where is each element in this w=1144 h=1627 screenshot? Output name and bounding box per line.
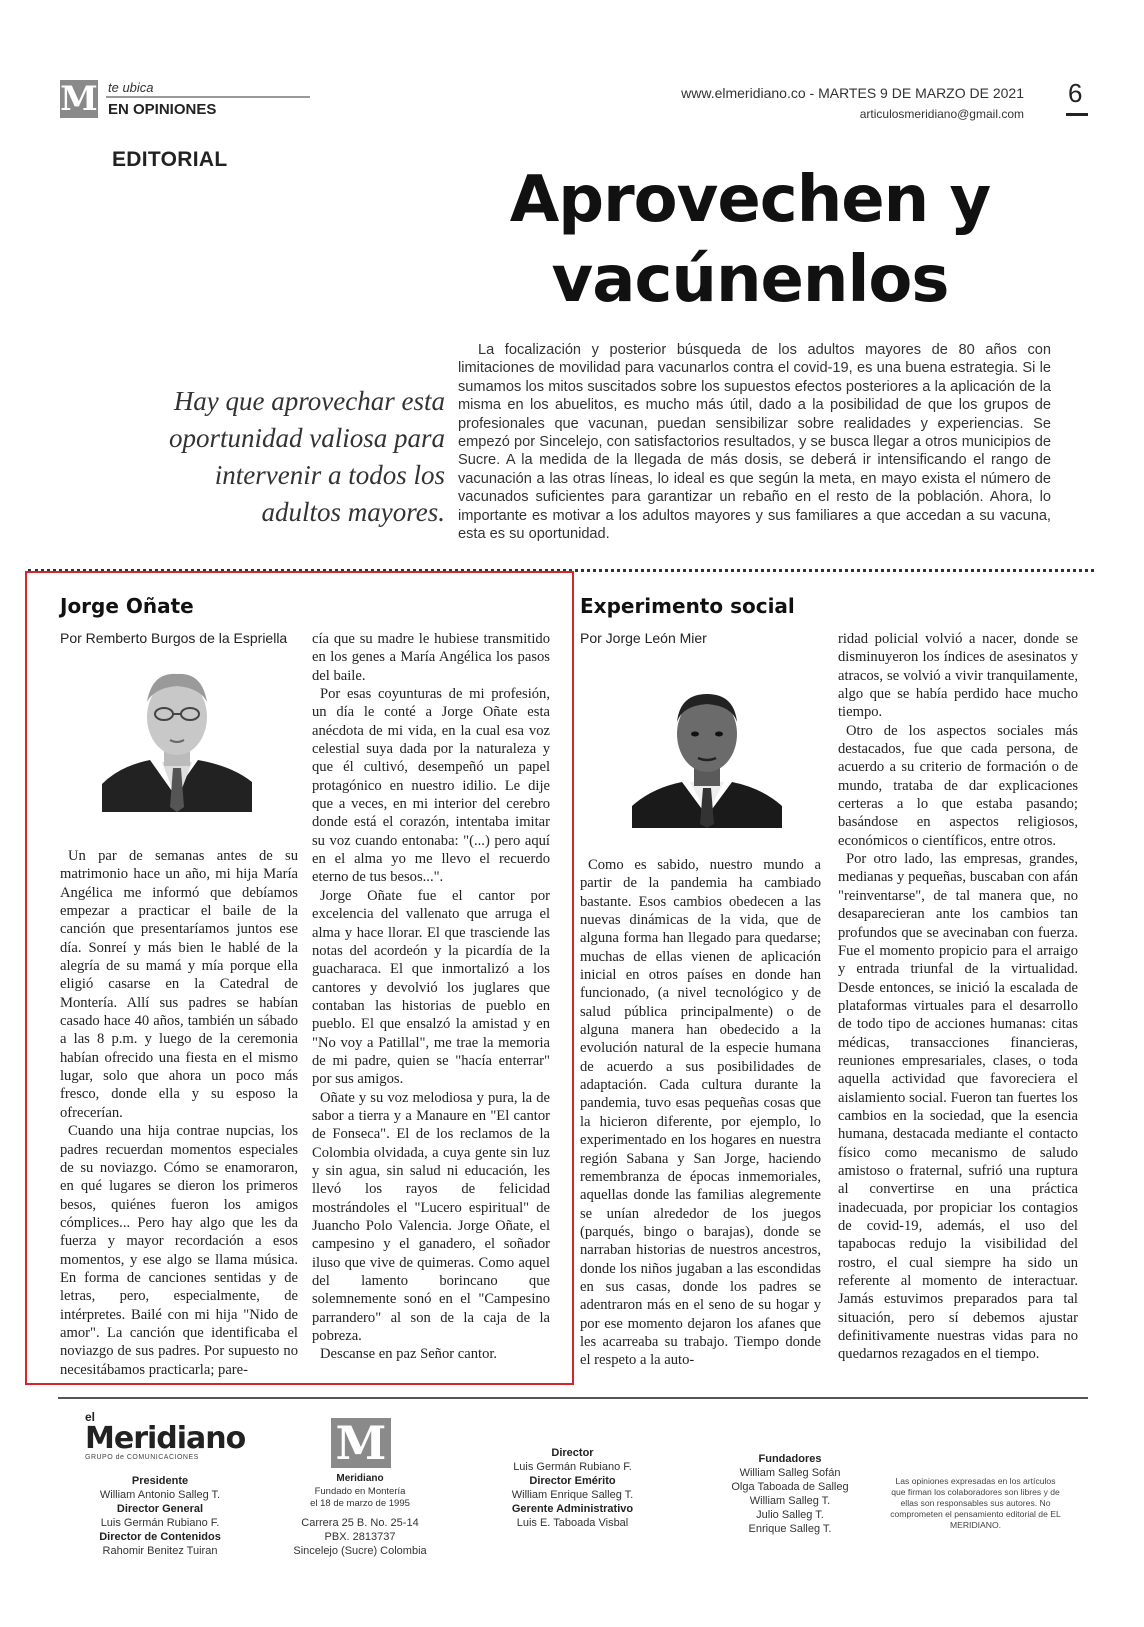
header-rule bbox=[106, 96, 310, 98]
footer-directors bbox=[490, 1446, 655, 1530]
article-byline-2: Por Jorge León Mier bbox=[580, 630, 707, 646]
contact-email: articulosmeridiano@gmail.com bbox=[859, 107, 1024, 121]
paragraph: Descanse en paz Señor cantor. bbox=[320, 1346, 498, 1363]
el-meridiano-logo bbox=[85, 1410, 245, 1461]
city: Sincelejo (Sucre) Colombia bbox=[293, 1545, 427, 1557]
article-byline-1: Por Remberto Burgos de la Espriella bbox=[60, 630, 288, 646]
gerente-name: Luis E. Taboada Visbal bbox=[516, 1517, 629, 1529]
author-photo-remberto bbox=[102, 662, 252, 812]
paragraph: Otro de los aspectos sociales más destacados, fue que cada persona, de acuerdo a su criterio de formación o de mundo, trataba de dar explicaciones certeras a lo que estaba pasando; basándose en aspectos religiosos, económicos o científicos, entre otros. bbox=[838, 722, 1078, 849]
logo-el: el bbox=[85, 1410, 96, 1424]
article-title-jorge-onate: Jorge Oñate bbox=[60, 594, 194, 618]
date-line: www.elmeridiano.co - MARTES 9 DE MARZO DE 2021 bbox=[681, 85, 1024, 101]
headline-line-2: vacúnenlos bbox=[551, 243, 949, 317]
director-name: Luis Germán Rubiano F. bbox=[513, 1461, 632, 1473]
author-photo-jorge-leon bbox=[632, 676, 782, 828]
center-logo-word: Meridiano bbox=[336, 1473, 384, 1484]
director-contenidos-name: Rahomir Benitez Tuiran bbox=[102, 1545, 218, 1557]
fundador: Julio Salleg T. bbox=[756, 1509, 824, 1521]
paragraph: Un par de semanas antes de su matrimonio hace un año, mi hija María Angélica me informó que debíamos empezar a practicar el baile de la canción que presentaríamos juntos ese día. Sonreí y más bien le hablé de la alegría de su mamá y mía porque ella eligió casarse en la Catedral de Montería. Allí sus padres se habían casado hace 40 años, también un sábado a las 8 p.m. y luego de la ceremonia habían ofrecido una fiesta en el mismo lugar, solo que ahora un poco más fresco, donde ella y su esposo la ofrecerían. bbox=[60, 848, 298, 1121]
director-general-name: Luis Germán Rubiano F. bbox=[100, 1517, 220, 1529]
footer-founders bbox=[715, 1452, 865, 1536]
article1-column-1 bbox=[60, 847, 298, 1379]
fundador: Enrique Salleg T. bbox=[748, 1523, 832, 1535]
paragraph: ridad policial volvió a nacer, donde se disminuyeron los índices de asesinatos y atracos, se volvió a vivir tranquilamente, algo que se había perdido hace mucho tiempo. bbox=[838, 631, 1078, 721]
footer-founding bbox=[290, 1472, 430, 1558]
section-name: EN OPINIONES bbox=[108, 101, 217, 118]
center-meridiano-logo: M bbox=[331, 1418, 391, 1468]
fundado-fecha: el 18 de marzo de 1995 bbox=[310, 1498, 410, 1509]
fundado-text: Fundado en Montería bbox=[314, 1486, 406, 1497]
paragraph: Por esas coyunturas de mi profesión, un día le conté a Jorge Oñate esta anécdota de mi vida, en la cual esa voz celestial suya dada por la naturaleza y que él cultivó, desempeñó un papel protagónico en nuestro idilio. Le dije que a veces, en mi interior del cerebro donde está el corazón, intentaba imitar su voz cuando entonaba: "(...) pero aquí en el alma yo me llevo el recuerdo eterno de tus besos...". bbox=[312, 686, 550, 886]
headline-line-1: Aprovechen y bbox=[509, 163, 991, 237]
footer-staff-left bbox=[70, 1474, 250, 1558]
presidente-label: Presidente bbox=[131, 1475, 189, 1487]
paragraph: Jorge Oñate fue el cantor por excelencia del vallenato que arruga el alma y hace llorar. El que trasciende las notas del acordeón y la picardía de la guacharaca. El que inmortalizó a los cantores y devolvió los juglares que contaban las historias de pueblo en pueblo. El que ensalzó la amistad y en "No voy a Patillal", me trae la memoria de mi padre, quien se "hacía enterrar" por sus amigos. bbox=[312, 887, 550, 1088]
editorial-body: La focalización y posterior búsqueda de los adultos mayores de 80 años con limitaciones de movilidad para vacunarlos contra el covid-19, es una buena estrategia. Si le sumamos los mitos suscitados sobre los supuestos efectos posteriores a la aplicación de la misma en los abuelitos, es mucho más útil, dado a la posibilidad de que los grupos de profesionales que vacunan, puedan sensibilizar sobre realidades y experiencias. Se empezó por Sincelejo, con satisfactorios resultados, y se busca llegar a otros municipios de Sucre. A la medida de la llegada de más dosis, se deberá ir intensificando el rango de vacunación a las otras líneas, lo ideal es que según la meta, en mayo exista el número de vacunados suficientes para garantizar un rebaño en el resto de la población. Ahora, lo importante es motivar a los adultos mayores y sus familiares a que accedan a su vacuna, esta es su oportunidad. bbox=[458, 342, 1051, 543]
logo-grupo: GRUPO de COMUNICACIONES bbox=[85, 1454, 199, 1461]
logo-meridiano: Meridiano bbox=[85, 1421, 246, 1456]
paragraph: Oñate y su voz melodiosa y pura, la de sabor a tierra y a Manaure en "El cantor de Fonseca". El de los reclamos de la Colombia olvidada, a cuya gente sin luz y sin agua, sin salud ni educación, les llevó los rayos de felicidad mostrándoles el "Lucero espiritual" de Juancho Polo Valencia. Jorge Oñate, el campesino y el ganadero, el soñador iluso que vive de quimeras. Como aquel del lamento borincano que solemnemente sonó en el "Campesino parrandero" al son de la caja de la pobreza. bbox=[312, 1089, 550, 1345]
fundadores-label: Fundadores bbox=[758, 1453, 822, 1465]
article2-column-2 bbox=[838, 630, 1078, 1364]
director-emerito-label: Director Emérito bbox=[529, 1475, 616, 1487]
pull-quote: Hay que aprovechar esta oportunidad valiosa para intervenir a todos los adultos mayores. bbox=[168, 386, 445, 527]
gerente-label: Gerente Administrativo bbox=[511, 1503, 634, 1515]
paragraph: Por otro lado, las empresas, grandes, medianas y pequeñas, buscaban con afán "reinventarse", de tal manera que, no desaparecieran ante los cambios tan profundos que se avecinaban con fuerza. Fue el momento propicio para el arraigo y entrada triunfal de la virtualidad. Desde entonces, se inició la escalada de plataformas virtuales para el desarrollo de todo tipo de acciones humanas: citas médicas, transacciones financieras, reuniones empresariales, clases, o toda aquella actividad que favoreciera el aislamiento social. Fueron tan fuertes los cambios en la sociedad, que la esencia humana, destacada mediante el contacto físico como mecanismo de saludo amistoso o fraternal, sufrió una ruptura al convertirse en una práctica inadecuada, por propiciar los contagios de covid-19, además, el uso del tapabocas redujo la visibilidad del rostro, el cual siempre ha sido un referente al momento de interactuar. Jamás estuvimos preparados para tal situación, pero sí debemos ajustar definitivamente nuestras vidas para no quedarnos rezagados en el tiempo. bbox=[838, 851, 1078, 1363]
presidente-name: William Antonio Salleg T. bbox=[99, 1489, 221, 1501]
director-label: Director bbox=[551, 1447, 594, 1459]
paragraph: cía que su madre le hubiese transmitido en los genes a María Angélica los pasos del baile. bbox=[312, 631, 550, 684]
address: Carrera 25 B. No. 25-14 bbox=[301, 1517, 419, 1529]
meridiano-logo: M bbox=[60, 79, 98, 119]
director-general-label: Director General bbox=[116, 1503, 204, 1515]
fundador: Olga Taboada de Salleg bbox=[731, 1481, 849, 1493]
page-number: 6 bbox=[1068, 78, 1083, 108]
article1-column-2 bbox=[312, 630, 550, 1364]
page-number-rule bbox=[1066, 113, 1088, 116]
editorial-label: EDITORIAL bbox=[112, 148, 228, 171]
te-ubica-label: te ubica bbox=[108, 80, 154, 95]
article-title-experimento-social: Experimento social bbox=[580, 594, 795, 618]
director-contenidos-label: Director de Contenidos bbox=[99, 1531, 221, 1543]
fundador: William Salleg Sofán bbox=[739, 1467, 841, 1479]
paragraph: Como es sabido, nuestro mundo a partir de la pandemia ha cambiado bastante. Esos cambios obedecen a las nuevas dinámicas de la vida, que de alguna forma han llegado para quedarse; muchas de ellas vienen de aplicación inicial en otros países en donde han funcionado, (a nivel tecnológico y de salud pública principalmente) o de alguna manera han obedecido a la evolución natural de la especie humana de acuerdo a sus posibilidades de adaptación. Cada cultura durante la pandemia, tuvo esas pequeñas cosas que la hicieron diferente, por ejemplo, lo experimentado en los hogares en nuestra región Sabana y San Jorge, haciendo remembranza de épocas inmemoriales, aquellas donde las familias alegremente se unían alrededor de los juegos (parqués, bingo o barajas), donde se narraban historias de nuestros ancestros, donde los niños jugaban a las escondidas en sus casas, donde los padres se adentraron más en el seno de su hogar y por ese momento dejaron los afanes que les acarreaba su trabajo. Tiempo donde el respeto a la auto- bbox=[580, 857, 821, 1369]
pbx: PBX. 2813737 bbox=[324, 1531, 396, 1543]
editorial-headline bbox=[470, 160, 1030, 320]
disclaimer: Las opiniones expresadas en los artículos que firman los colaboradores son libres y de ellas son responsables sus autores. No comprometen el pensamiento editorial de EL MERIDIANO. bbox=[890, 1476, 1061, 1530]
director-emerito-name: William Enrique Salleg T. bbox=[511, 1489, 634, 1501]
paragraph: Cuando una hija contrae nupcias, los padres recuerdan momentos especiales de su noviazgo. Cómo se enamoraron, en qué lugares se dieron los primeros besos, quiénes fueron los amigos cómplices... Pero hay algo que les da fuerza y mayor recordación a esos momentos, y ese algo se llama música. En forma de canciones sentidas y de letras, pero, especialmente, de intérpretes. Bailé con mi hija "Nido de amor". La canción que identificaba el noviazgo de sus padres. Por supuesto no necesitábamos practicarla; pare- bbox=[60, 1123, 298, 1378]
footer-divider bbox=[58, 1397, 1088, 1399]
fundador: William Salleg T. bbox=[749, 1495, 831, 1507]
article2-column-1 bbox=[580, 856, 821, 1370]
